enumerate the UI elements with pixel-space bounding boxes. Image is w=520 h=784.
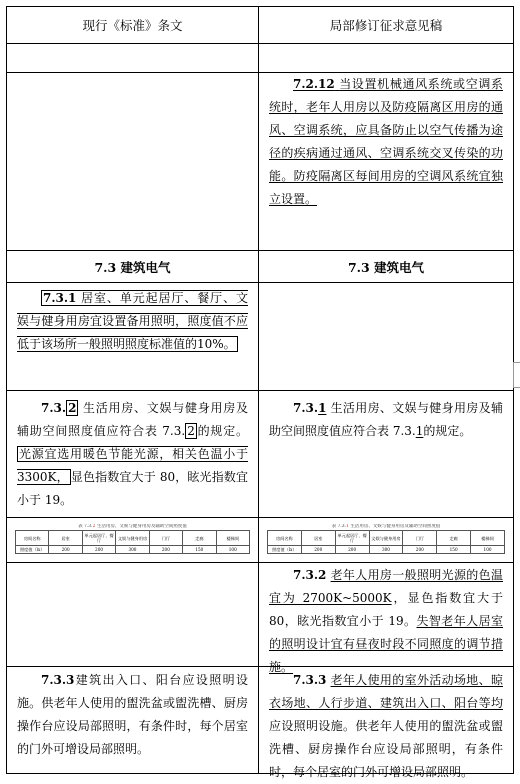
- comparison-table: [6, 6, 514, 779]
- cell-left-empty: [7, 73, 258, 250]
- clause-7-2-12: [259, 73, 513, 211]
- table-header-cell: 房间名称: [16, 531, 49, 546]
- cell-right-7-3-1: [259, 391, 513, 517]
- table-caption: 表 7.3.2 生活用房、文娱与健身用房及辅助空间照度值: [78, 524, 187, 529]
- clause-number: 7.3.: [293, 401, 319, 415]
- cell-left-7-3-3: [7, 667, 258, 775]
- clause-text: 居室、单元起居厅、餐厅、文娱与健身用房宜设置备用照明，照度值不应低于该场所一般照明照度标准值的10%。: [17, 291, 248, 351]
- table-header-cell: 单元起居厅、餐厅: [335, 531, 369, 546]
- table-ref-underlined: 1: [415, 424, 424, 438]
- clause-number: 7.3.: [41, 401, 67, 415]
- clause-text: 应设照明设施。供老年人使用的盥洗盆或盥洗槽、厨房操作台应设局部照明，有条件时，每个居室的门外可增设局部照明。: [269, 719, 503, 779]
- clause-7-3-2-old: [7, 391, 258, 512]
- table-cell: 200: [149, 546, 182, 554]
- table-header-cell: 门厅: [149, 531, 182, 546]
- table-cell: 200: [49, 546, 82, 554]
- clause-text: 建筑出入口、阳台应设照明设施。供老年人使用的盥洗盆或盥洗槽、厨房操作台应设局部照明，有条件时，每个居室的门外可增设局部照明。: [17, 673, 248, 756]
- clause-number-underlined: 1: [318, 401, 327, 415]
- table-cell: 300: [116, 546, 149, 554]
- table-cell: 100: [216, 546, 249, 554]
- section-header-row: [7, 251, 513, 283]
- clause-number: 7.3.2: [293, 568, 327, 582]
- table-cell: 200: [82, 546, 115, 554]
- clause-text-end: 的规定。: [423, 424, 472, 438]
- table-header-cell: 门厅: [403, 531, 437, 546]
- table-row-empty: [7, 44, 513, 73]
- table-header-cell: 单元起居厅、餐厅: [82, 531, 115, 546]
- table-header-cell: 走廊: [183, 531, 216, 546]
- section-title-left: 7.3 建筑电气: [94, 259, 171, 275]
- table-header-cell: 文娱与健身用房: [116, 531, 149, 546]
- clause-7-3-3-new: [259, 667, 513, 784]
- table-header-cell: 居室: [49, 531, 82, 546]
- table-header-cell: 走廊: [437, 531, 471, 546]
- clause-7-3-3-old: [7, 667, 258, 761]
- illuminance-table: [15, 530, 250, 554]
- table-cell: 200: [403, 546, 437, 554]
- clause-text-underlined: 老年人使用的室外活动场地、晾衣场地、人行步道、建筑出入口、阳台等均: [269, 673, 503, 710]
- section-title-right: 7.3 建筑电气: [347, 259, 425, 275]
- table-cell: 150: [183, 546, 216, 554]
- cell-left-mini-table: [7, 518, 258, 562]
- clause-7-3-1-new: [259, 391, 513, 443]
- table-header-cell: 文娱与健身用房: [369, 531, 403, 546]
- table-row-7-3-2: [7, 391, 513, 518]
- cell-right-7-3-2: [259, 563, 513, 674]
- table-cell: 150: [437, 546, 471, 554]
- table-cell: 100: [471, 546, 505, 554]
- clause-text-tail: 显色指数宜大于 80，眩光指数宜小于 19。: [17, 470, 248, 507]
- table-header-cell: 楼梯间: [471, 531, 505, 546]
- clause-number-box: 2: [68, 401, 77, 415]
- page-edge-marker: [513, 362, 520, 388]
- illuminance-table-old: [15, 524, 250, 554]
- table-row-7-3-1: [7, 283, 513, 391]
- table-row-7-3-2-new: [7, 563, 513, 674]
- table-header-cell: 居室: [301, 531, 335, 546]
- table-cell: 300: [369, 546, 403, 554]
- cell-left-7-3-1: [7, 283, 258, 390]
- table-header-cell: 楼梯间: [216, 531, 249, 546]
- cell-right-empty: [259, 283, 513, 390]
- table-cell: 200: [301, 546, 335, 554]
- header-current-standard: 现行《标准》条文: [82, 18, 183, 33]
- header-revision-draft: 局部修订征求意见稿: [329, 18, 443, 33]
- clause-number: 7.3.3: [41, 673, 75, 687]
- clause-text-end: 的规定。: [196, 424, 248, 438]
- table-header-cell: 房间名称: [268, 531, 302, 546]
- clause-7-3-2-new: [259, 563, 513, 679]
- clause-text: ，显色指数宜大于 80，眩光指数宜小于 19。: [269, 591, 503, 628]
- table-cell: 200: [335, 546, 369, 554]
- cell-right-7-3-3: [259, 667, 513, 779]
- table-row-ventilation: [7, 73, 513, 251]
- clause-text-underlined: 老年人用房一般照明光源的色温宜为 2700K~5000K: [269, 568, 503, 605]
- cell-right-mini-table: [259, 518, 513, 562]
- clause-text: 当设置机械通风系统或空调系统时，老年人用房以及防疫隔离区用房的通风、空调系统，应具备防止以空气传播为途径的疾病通过通风、空调系统交叉传染的功能。防疫隔离区每间用房的空调风系统宜独立设置。: [269, 77, 503, 206]
- table-ref-box: 2: [187, 424, 195, 438]
- clause-number: 7.2.12: [293, 77, 335, 91]
- cell-left-empty: [7, 563, 258, 666]
- illuminance-table-new: [267, 524, 505, 554]
- clause-text: 生活用房、文娱与健身用房及辅助空间照度值应符合表 7.3.: [269, 401, 503, 438]
- table-caption: 表 7.3.1 生活用房、文娱与健身用房及辅助空间照度值: [331, 524, 441, 529]
- table-row-label: 照度值（lx）: [268, 546, 302, 554]
- table-header-row: [7, 7, 513, 44]
- cell-right-7-2-12: [259, 73, 513, 250]
- cell-left-7-3-2: [7, 391, 258, 517]
- table-row-7-3-3: [7, 667, 513, 779]
- clause-number: 7.3.1: [43, 291, 77, 305]
- illuminance-table: [267, 530, 505, 554]
- clause-number: 7.3.3: [293, 673, 327, 687]
- clause-text-underlined-tail: 失智老年人居室的照明设计宜有昼夜时段不同照度的调节措施。: [269, 614, 503, 674]
- table-row-label: 照度值（lx）: [16, 546, 49, 554]
- clause-text: 生活用房、文娱与健身用房及辅助空间照度值应符合表 7.3.: [17, 401, 248, 438]
- clause-7-3-1-old: [7, 283, 258, 356]
- boxed-text: 光源宜选用暖色节能光源，相关色温小于3300K，: [17, 447, 248, 484]
- table-row-illuminance: [7, 518, 513, 563]
